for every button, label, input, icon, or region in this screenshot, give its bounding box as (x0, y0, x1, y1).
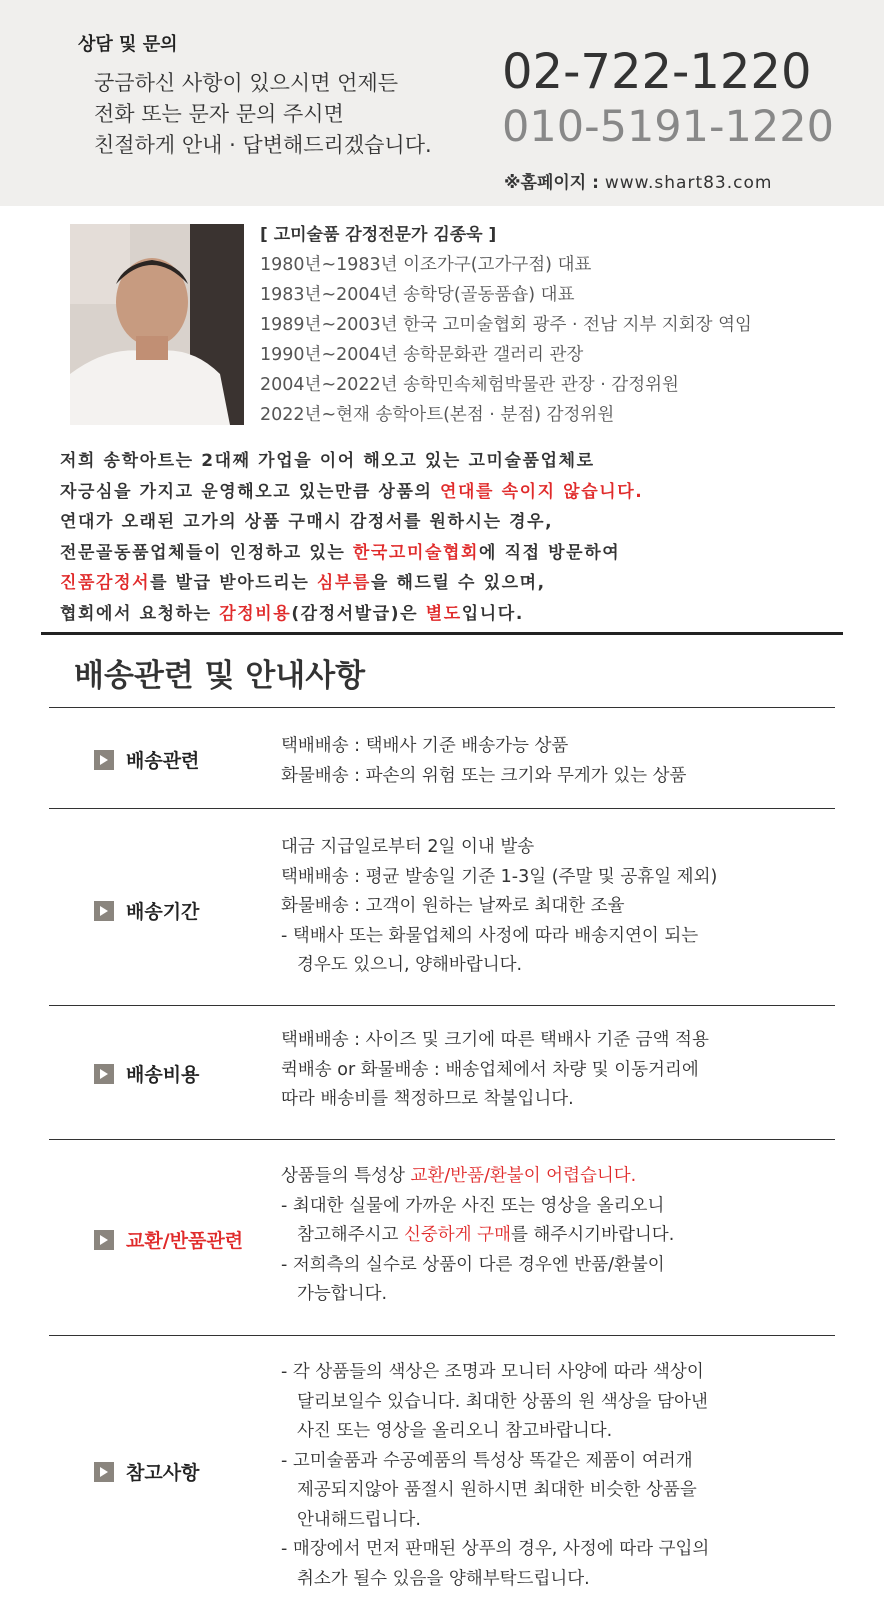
row-body-cost (281, 1026, 709, 1115)
row-highlight: 신중하게 구매 (404, 1225, 511, 1245)
row-line (281, 1162, 674, 1192)
section-divider (41, 632, 843, 635)
row-body-period (281, 833, 717, 981)
arrow-right-icon (94, 750, 114, 770)
row-line: - 저희측의 실수로 상품이 다른 경우엔 반품/환불이 (281, 1254, 665, 1275)
row-line: 대금 지급일로부터 2일 이내 발송 (281, 837, 535, 857)
section-title: 배송관련 및 안내사항 (74, 658, 366, 694)
intro-text: 에 직접 방문하여 (479, 542, 621, 563)
homepage-link[interactable]: www.shart83.com (604, 173, 773, 193)
appraiser-photo (70, 224, 244, 425)
intro-text: 입니다. (461, 603, 524, 624)
row-line: - 고미술품과 수공예품의 특성상 똑같은 제품이 여러개 (281, 1450, 693, 1471)
phone-mobile[interactable]: 010-5191-1220 (502, 102, 834, 152)
appraiser-heading: [ 고미술품 감정전문가 김종욱 ] (260, 225, 497, 245)
contact-title: 상담 및 문의 (78, 34, 178, 55)
row-label-cost (94, 1060, 199, 1087)
info-row-exchange (49, 1139, 835, 1335)
row-line: 화물배송 : 파손의 위험 또는 크기와 무게가 있는 상품 (281, 765, 687, 786)
row-line: 택배배송 : 택배사 기준 배송가능 상품 (281, 736, 569, 756)
career-item: 1983년~2004년 송학당(골동품숍) 대표 (260, 285, 575, 305)
row-label-text: 배송관련 (126, 750, 200, 772)
intro-text: 협회에서 요청하는 (60, 603, 220, 624)
row-line: - 최대한 실물에 가까운 사진 또는 영상을 올리오니 (281, 1195, 665, 1216)
intro-highlight: 진품감정서 (60, 573, 151, 593)
row-line (281, 1221, 674, 1251)
arrow-right-icon (94, 1230, 114, 1250)
intro-line (60, 599, 643, 630)
row-label-text: 교환/반품관련 (126, 1230, 244, 1252)
row-line: 경우도 있으니, 양해바랍니다. (297, 955, 523, 975)
row-label-notes (94, 1458, 199, 1485)
row-body-exchange (281, 1162, 674, 1310)
arrow-right-icon (94, 901, 114, 921)
info-row-notes (49, 1335, 835, 1609)
arrow-right-icon (94, 1064, 114, 1084)
row-line: 달리보일수 있습니다. 최대한 상품의 원 색상을 담아낸 (297, 1391, 708, 1412)
info-row-period (49, 808, 835, 1005)
row-line: 택배배송 : 평균 발송일 기준 1-3일 (주말 및 공휴일 제외) (281, 866, 718, 887)
row-text: 참고해주시고 (297, 1225, 404, 1245)
intro-highlight: 한국고미술협회 (352, 542, 480, 563)
intro-text: 전문골동품업체들이 인정하고 있는 (60, 542, 353, 563)
intro-highlight: 연대를 속이지 않습니다. (440, 481, 644, 502)
business-intro (60, 446, 643, 629)
info-row-cost (49, 1005, 835, 1139)
arrow-right-icon (94, 1462, 114, 1482)
row-line: 따라 배송비를 책정하므로 착불입니다. (281, 1089, 574, 1109)
row-line: 제공되지않아 품절시 원하시면 최대한 비슷한 상품을 (297, 1480, 697, 1500)
contact-banner (0, 0, 884, 206)
row-line: 택배배송 : 사이즈 및 크기에 따른 택배사 기준 금액 적용 (281, 1030, 709, 1050)
homepage-label: ※홈페이지 : (504, 173, 605, 193)
career-item: 1990년~2004년 송학문화관 갤러리 관장 (260, 345, 584, 365)
intro-line (60, 477, 643, 508)
row-label-text: 참고사항 (126, 1462, 200, 1484)
intro-highlight: 심부름 (316, 573, 371, 593)
row-line: 사진 또는 영상을 올리오니 참고바랍니다. (297, 1421, 613, 1441)
row-line: - 택배사 또는 화물업체의 사정에 따라 배송지연이 되는 (281, 925, 699, 946)
intro-text: 를 발급 받아드리는 (150, 573, 317, 593)
career-item: 2004년~2022년 송학민속체험박물관 관장 · 감정위원 (260, 375, 679, 395)
row-line: 취소가 될수 있음을 양해부탁드립니다. (297, 1568, 590, 1589)
row-line: - 매장에서 먼저 판매된 상푸의 경우, 사정에 따라 구입의 (281, 1539, 710, 1559)
row-text: 를 해주시기바랍니다. (511, 1225, 675, 1245)
career-item: 1980년~1983년 이조가구(고가구점) 대표 (260, 255, 592, 275)
row-line: 안내해드립니다. (297, 1509, 421, 1530)
row-line: 가능합니다. (297, 1284, 388, 1304)
row-line: - 각 상품들의 색상은 조명과 모니터 사양에 따라 색상이 (281, 1362, 704, 1382)
intro-text: (감정서발급)은 (291, 603, 426, 624)
row-label-period (94, 897, 199, 924)
intro-line: 연대가 오래된 고가의 상품 구매시 감정서를 원하시는 경우, (60, 512, 554, 532)
contact-description: 궁금하신 사항이 있으시면 언제든 전화 또는 문자 문의 주시면 친절하게 안내 · 답변해드리겠습니다. (94, 71, 432, 157)
intro-line (60, 568, 643, 599)
row-text: 상품들의 특성상 (281, 1166, 411, 1186)
appraiser-photo-image (70, 224, 244, 425)
intro-text: 을 해드릴 수 있으며, (370, 573, 546, 593)
row-body-notes (281, 1358, 709, 1594)
row-label-delivery (94, 746, 199, 773)
row-body-delivery (281, 732, 686, 791)
row-highlight: 교환/반품/환불이 어렵습니다. (410, 1166, 637, 1186)
career-item: 1989년~2003년 한국 고미술협회 광주 · 전남 지부 지회장 역임 (260, 315, 752, 335)
homepage-line (504, 168, 772, 193)
career-item: 2022년~현재 송학아트(본점 · 분점) 감정위원 (260, 405, 615, 425)
intro-line (60, 538, 643, 569)
info-row-delivery (49, 707, 835, 808)
intro-text: 자긍심을 가지고 운영해오고 있는만큼 상품의 (60, 481, 441, 502)
row-label-text: 배송기간 (126, 901, 200, 923)
intro-line: 저희 송학아트는 2대째 가업을 이어 해오고 있는 고미술품업체로 (60, 451, 595, 471)
intro-highlight: 감정비용 (219, 603, 292, 624)
career-list (260, 250, 752, 430)
row-line: 화물배송 : 고객이 원하는 날짜로 최대한 조율 (281, 896, 625, 916)
phone-landline[interactable]: 02-722-1220 (502, 44, 812, 100)
row-label-text: 배송비용 (126, 1064, 200, 1086)
intro-highlight: 별도 (425, 603, 462, 624)
row-label-exchange (94, 1226, 243, 1253)
row-line: 퀵배송 or 화물배송 : 배송업체에서 차량 및 이동거리에 (281, 1059, 699, 1080)
